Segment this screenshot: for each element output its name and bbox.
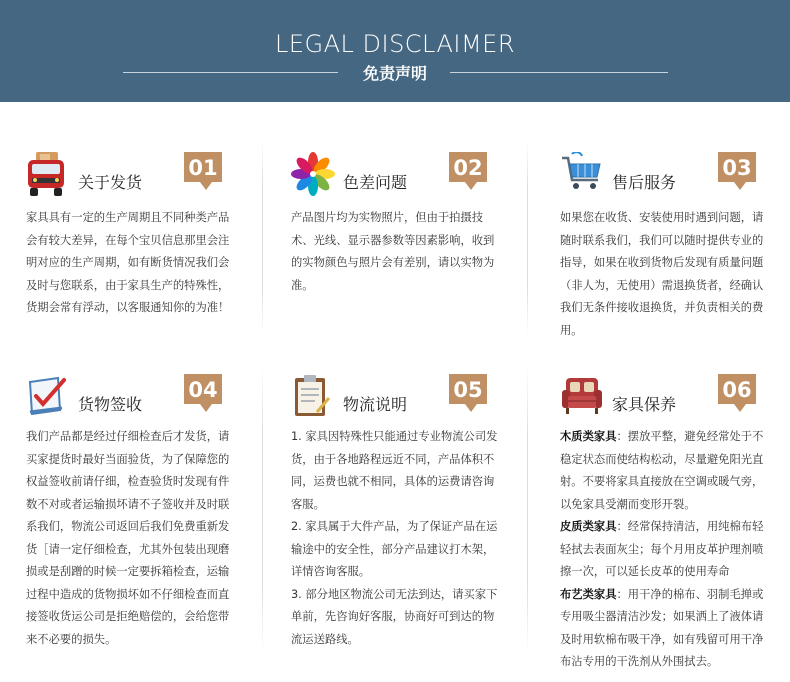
card-title: 售后服务 bbox=[612, 173, 677, 192]
number-badge: 06 bbox=[718, 374, 756, 404]
card-body bbox=[291, 207, 503, 297]
number-badge: 03 bbox=[718, 152, 756, 182]
card-title: 家具保养 bbox=[612, 395, 677, 414]
card-paragraph: 家具具有一定的生产周期且不同种类产品会有较大差异，在每个宝贝信息那里会注明对应的生产周期，如有断货情况我们会及时与您联系，由于家具生产的特殊性，货期会常有浮动，以客服通知你的为准！ bbox=[26, 211, 230, 314]
card-title: 货物签收 bbox=[78, 395, 143, 414]
number-badge: 04 bbox=[184, 374, 222, 404]
care-section-leather bbox=[560, 516, 772, 584]
card-body bbox=[291, 426, 503, 651]
care-label: 布艺类家具 bbox=[560, 587, 617, 601]
care-label: 木质类家具 bbox=[560, 430, 617, 443]
card-body bbox=[560, 426, 772, 674]
care-text: ：经常保持清洁，用纯棉布轻轻拭去表面灰尘；每个月用皮革护理剂喷擦一次，可以延长皮革的使用寿命 bbox=[560, 520, 764, 578]
care-text: ：用干净的棉布、羽制毛掸或专用吸尘器清洁沙发；如果洒上了液体请及时用软棉布吸干净，如有残留可用干净布沾专用的干洗剂从外围拭去。 bbox=[560, 587, 764, 668]
page-title: LEGAL DISCLAIMER bbox=[274, 30, 516, 58]
card-title: 物流说明 bbox=[343, 395, 408, 414]
armchair-icon bbox=[560, 374, 604, 418]
color-wheel-icon bbox=[291, 152, 335, 196]
checkmark-sign-icon bbox=[26, 374, 70, 418]
card-paragraph: 我们产品都是经过仔细检查后才发货，请买家提货时最好当面验货，为了保障您的权益签收前请仔细，检查验货时发现有件数不对或者运输损坏请不子签收并及时联系我们，物流公司返回后我们免费重新发货［请一定仔细检查，尤其外包装出现磨损或是刮蹭的时候一定要拆箱检查，运输过程中造成的货物损坏如不仔细检查而直接签收货运公司是拒绝赔偿的，会给您带来不必要的损失。 bbox=[26, 430, 230, 646]
card-paragraph: 2. 家具属于大件产品，为了保证产品在运输途中的安全性，部分产品建议打木架，详情咨询客服。 bbox=[291, 520, 498, 578]
card-paragraph: 3. 部分地区物流公司无法到达，请买家下单前，先咨询好客服，协商好可到达的物流运送路线。 bbox=[291, 587, 498, 646]
number-badge: 01 bbox=[184, 152, 222, 182]
column-divider bbox=[262, 140, 263, 335]
header-banner bbox=[0, 0, 790, 102]
column-divider bbox=[527, 140, 528, 335]
delivery-truck-icon bbox=[26, 152, 70, 196]
card-body bbox=[26, 426, 238, 651]
card-body bbox=[26, 207, 238, 320]
banner-divider-right bbox=[450, 72, 668, 73]
care-section-wood bbox=[560, 426, 772, 516]
card-paragraph: 产品图片均为实物照片，但由于拍摄技术、光线、显示器参数等因素影响，收到的实物颜色与照片会有差别，请以实物为准。 bbox=[291, 211, 495, 292]
card-body bbox=[560, 207, 772, 342]
column-divider bbox=[527, 365, 528, 655]
clipboard-icon bbox=[291, 374, 335, 418]
number-badge: 02 bbox=[449, 152, 487, 182]
page-subtitle: 免责声明 bbox=[362, 64, 427, 83]
shopping-cart-icon bbox=[560, 152, 604, 196]
card-title: 关于发货 bbox=[78, 173, 143, 192]
number-badge: 05 bbox=[449, 374, 487, 404]
card-title: 色差问题 bbox=[343, 173, 408, 192]
column-divider bbox=[262, 365, 263, 655]
care-text: ：摆放平整，避免经常处于不稳定状态而使结构松动，尽量避免阳光直射。不要将家具直接放在空调或暖气旁，以免家具受潮而变形开裂。 bbox=[560, 430, 764, 511]
care-label: 皮质类家具 bbox=[560, 520, 617, 533]
card-paragraph: 1. 家具因特殊性只能通过专业物流公司发货，由于各地路程远近不同，产品体积不同，运费也就不相同，具体的运费请咨询客服。 bbox=[291, 430, 498, 511]
care-section-fabric bbox=[560, 584, 772, 674]
card-paragraph: 如果您在收货、安装使用时遇到问题，请随时联系我们，我们可以随时提供专业的指导，如果在收到货物后发现有质量问题（非人为，无使用）需退换货者，经确认我们无条件接收退换货，并负责相关的费用。 bbox=[560, 211, 764, 337]
